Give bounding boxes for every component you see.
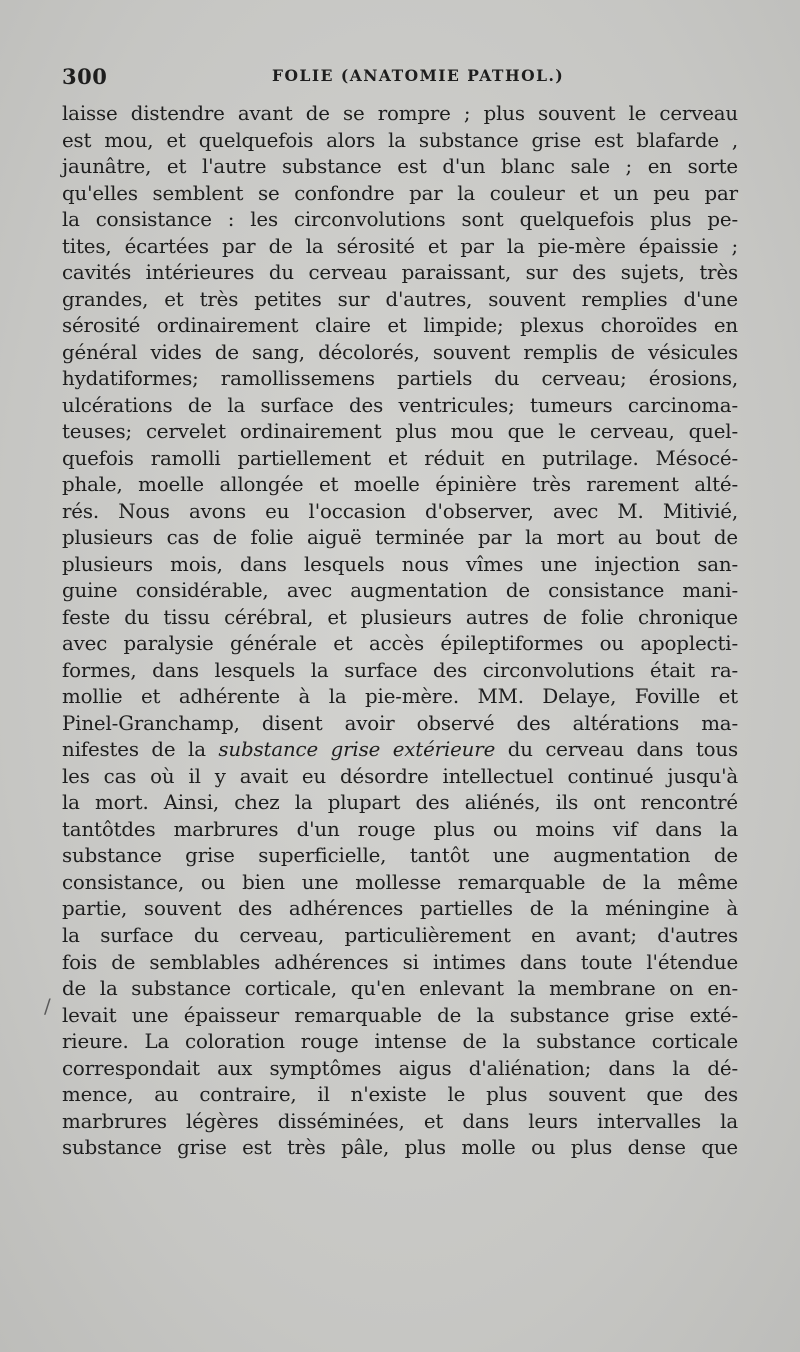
text-line: mollie et adhérente à la pie-mère. MM. Delaye, Foville et: [62, 685, 738, 709]
text-line: fois de semblables adhérences si intimes dans toute l'étendue: [62, 950, 738, 974]
text-line: levait une épaisseur remarquable de la substance grise exté-: [62, 1003, 738, 1027]
text-line: teuses; cervelet ordinairement plus mou que le cerveau, quel-: [62, 420, 738, 444]
text-line-with-italic: [62, 737, 738, 764]
text-line: Pinel-Granchamp, disent avoir observé des altérations ma-: [62, 711, 738, 735]
text-segment: du cerveau dans tous: [507, 738, 738, 762]
text-line: de la substance corticale, qu'en enlevant la membrane on en-: [62, 977, 738, 1001]
text-line: partie, souvent des adhérences partielles de la méningine à: [62, 897, 738, 921]
text-line: jaunâtre, et l'autre substance est d'un blanc sale ; en sorte: [62, 155, 738, 179]
text-line: mence, au contraire, il n'existe le plus souvent que des: [62, 1083, 738, 1107]
text-line: la mort. Ainsi, chez la plupart des aliénés, ils ont rencontré: [62, 791, 738, 815]
text-line: rieure. La coloration rouge intense de la substance corticale: [62, 1030, 738, 1054]
text-line: substance grise est très pâle, plus molle ou plus dense que: [62, 1136, 738, 1160]
text-line: quefois ramolli partiellement et réduit en putrilage. Mésocé-: [62, 446, 738, 470]
text-line: laisse distendre avant de se rompre ; plus souvent le cerveau: [62, 102, 738, 125]
text-line: guine considérable, avec augmentation de consistance mani-: [62, 579, 738, 603]
text-line: tites, écartées par de la sérosité et par la pie-mère épaissie ;: [62, 234, 738, 258]
text-line: les cas où il y avait eu désordre intellectuel continué jusqu'à: [62, 764, 738, 788]
body-text: [62, 101, 738, 1162]
text-line: plusieurs mois, dans lesquels nous vîmes une injection san-: [62, 552, 738, 576]
text-line: substance grise superficielle, tantôt une augmentation de: [62, 844, 738, 868]
text-line: avec paralysie générale et accès épileptiformes ou apoplecti-: [62, 632, 738, 656]
text-line: qu'elles semblent se confondre par la couleur et un peu par: [62, 181, 738, 205]
italic-phrase: substance grise extérieure: [218, 738, 496, 762]
text-line: cavités intérieures du cerveau paraissant, sur des sujets, très: [62, 261, 738, 285]
text-line: tantôtdes marbrures d'un rouge plus ou moins vif dans la: [62, 817, 738, 841]
text-line: est mou, et quelquefois alors la substance grise est blafarde ,: [62, 128, 738, 152]
text-line: la consistance : les circonvolutions sont quelquefois plus pe-: [62, 208, 738, 232]
text-line: grandes, et très petites sur d'autres, souvent remplies d'une: [62, 287, 738, 311]
text-line: phale, moelle allongée et moelle épinière très rarement alté-: [62, 473, 738, 497]
text-line: sérosité ordinairement claire et limpide; plexus choroïdes en: [62, 314, 738, 338]
margin-pencil-mark: /: [44, 994, 51, 1018]
text-line: marbrures légères disséminées, et dans leurs intervalles la: [62, 1109, 738, 1133]
running-title: FOLIE (ANATOMIE PATHOL.): [272, 66, 565, 85]
text-line: consistance, ou bien une mollesse remarquable de la même: [62, 870, 738, 894]
text-line: la surface du cerveau, particulièrement en avant; d'autres: [62, 923, 738, 947]
text-line: formes, dans lesquels la surface des circonvolutions était ra-: [62, 658, 738, 682]
running-head: [62, 64, 738, 94]
text-line: ulcérations de la surface des ventricules; tumeurs carcinoma-: [62, 393, 738, 417]
text-line: rés. Nous avons eu l'occasion d'observer, avec M. Mitivié,: [62, 499, 738, 523]
text-line: général vides de sang, décolorés, souvent remplis de vésicules: [62, 340, 738, 364]
text-line: correspondait aux symptômes aigus d'aliénation; dans la dé-: [62, 1056, 738, 1080]
text-line: feste du tissu cérébral, et plusieurs autres de folie chronique: [62, 605, 738, 629]
page-number: 300: [62, 64, 108, 89]
text-segment: nifestes de la: [62, 738, 206, 762]
text-line: hydatiformes; ramollissemens partiels du cerveau; érosions,: [62, 367, 738, 391]
text-line: plusieurs cas de folie aiguë terminée par la mort au bout de: [62, 526, 738, 550]
